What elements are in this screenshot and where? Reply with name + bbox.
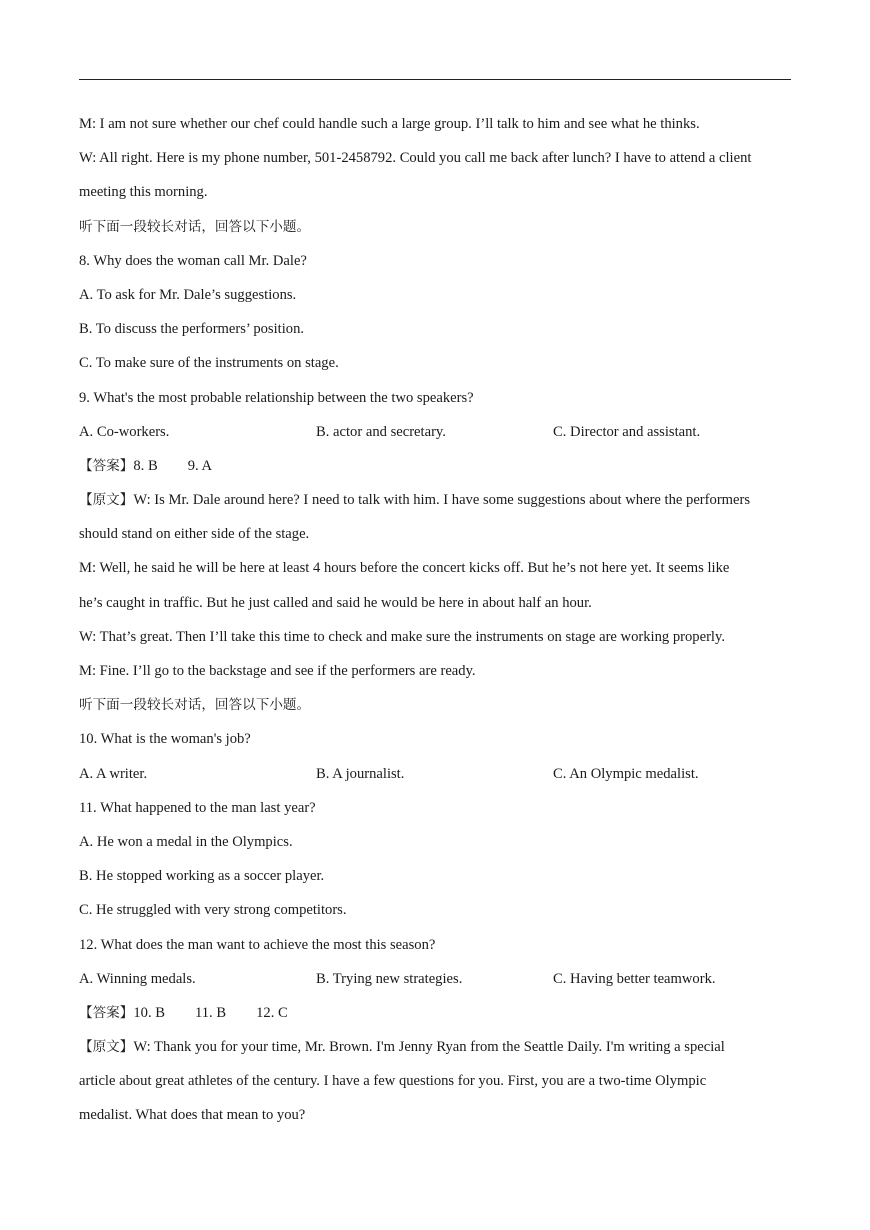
options-row [79, 420, 795, 454]
answer-tag: 【答案】 [79, 1004, 134, 1021]
transcript-line: W: That’s great. Then I’ll take this time to check and make sure the instruments on stage are working properly. [79, 628, 725, 645]
transcript-line: M: Fine. I’ll go to the backstage and see if the performers are ready. [79, 663, 476, 679]
option-c: C. An Olympic medalist. [553, 765, 699, 782]
transcript-line [79, 1035, 795, 1069]
options-row [79, 762, 795, 796]
transcript-line: article about great athletes of the century. I have a few questions for you. First, you are a two-time Olympic [79, 1073, 707, 1090]
option-b: B. Trying new strategies. [316, 970, 463, 987]
transcript-text: W: Is Mr. Dale around here? I need to talk with him. I have some suggestions about where the performers [133, 492, 751, 509]
transcript-line: medalist. What does that mean to you? [79, 1107, 306, 1124]
option-line: A. To ask for Mr. Dale’s suggestions. [79, 286, 297, 303]
transcript-tag: 【原文】 [79, 1039, 134, 1056]
option-b: B. A journalist. [316, 765, 405, 782]
options-row [79, 967, 795, 1001]
option-line: C. He struggled with very strong competitors. [79, 902, 347, 919]
answer-line [79, 454, 795, 488]
header-rule [79, 79, 791, 80]
option-c: C. Having better teamwork. [553, 970, 716, 987]
dialogue-line: meeting this morning. [79, 184, 208, 201]
option-line: B. To discuss the performers’ position. [79, 321, 305, 338]
question-10: 10. What is the woman's job? [79, 731, 251, 748]
transcript-line [79, 488, 795, 522]
dialogue-line: M: I am not sure whether our chef could handle such a large group. I’ll talk to him and see what he thinks. [79, 116, 700, 132]
option-line: B. He stopped working as a soccer player. [79, 868, 325, 885]
option-a: A. Winning medals. [79, 970, 196, 987]
option-b: B. actor and secretary. [316, 423, 446, 440]
answer-line [79, 1001, 795, 1035]
transcript-line: should stand on either side of the stage. [79, 526, 310, 543]
question-8: 8. Why does the woman call Mr. Dale? [79, 252, 307, 269]
question-9: 9. What's the most probable relationship between the two speakers? [79, 389, 474, 406]
option-line: A. He won a medal in the Olympics. [79, 833, 293, 850]
option-c: C. Director and assistant. [553, 423, 701, 440]
section-instruction: 听下面一段较长对话，回答以下小题。 [79, 218, 311, 235]
answer-value: 12. C [256, 1004, 288, 1021]
option-line: C. To make sure of the instruments on stage. [79, 355, 339, 372]
transcript-text: W: Thank you for your time, Mr. Brown. I'm Jenny Ryan from the Seattle Daily. I'm writing a special [133, 1039, 725, 1056]
answer-tag: 【答案】 [79, 457, 134, 474]
transcript-line: he’s caught in traffic. But he just called and said he would be here in about half an hour. [79, 594, 592, 611]
answer-value: 10. B [133, 1004, 165, 1021]
answer-value: 8. B [133, 457, 158, 474]
option-a: A. Co-workers. [79, 423, 170, 440]
answer-value: 9. A [187, 457, 213, 474]
answer-value: 11. B [195, 1004, 227, 1021]
option-a: A. A writer. [79, 765, 148, 782]
document-body [79, 112, 795, 1138]
question-11: 11. What happened to the man last year? [79, 799, 316, 816]
question-12: 12. What does the man want to achieve the most this season? [79, 936, 436, 953]
dialogue-line: W: All right. Here is my phone number, 501-2458792. Could you call me back after lunch? I have to attend a client [79, 150, 752, 167]
transcript-line: M: Well, he said he will be here at least 4 hours before the concert kicks off. But he’s not here yet. It seems like [79, 560, 730, 577]
section-instruction: 听下面一段较长对话，回答以下小题。 [79, 697, 311, 714]
transcript-tag: 【原文】 [79, 492, 134, 509]
